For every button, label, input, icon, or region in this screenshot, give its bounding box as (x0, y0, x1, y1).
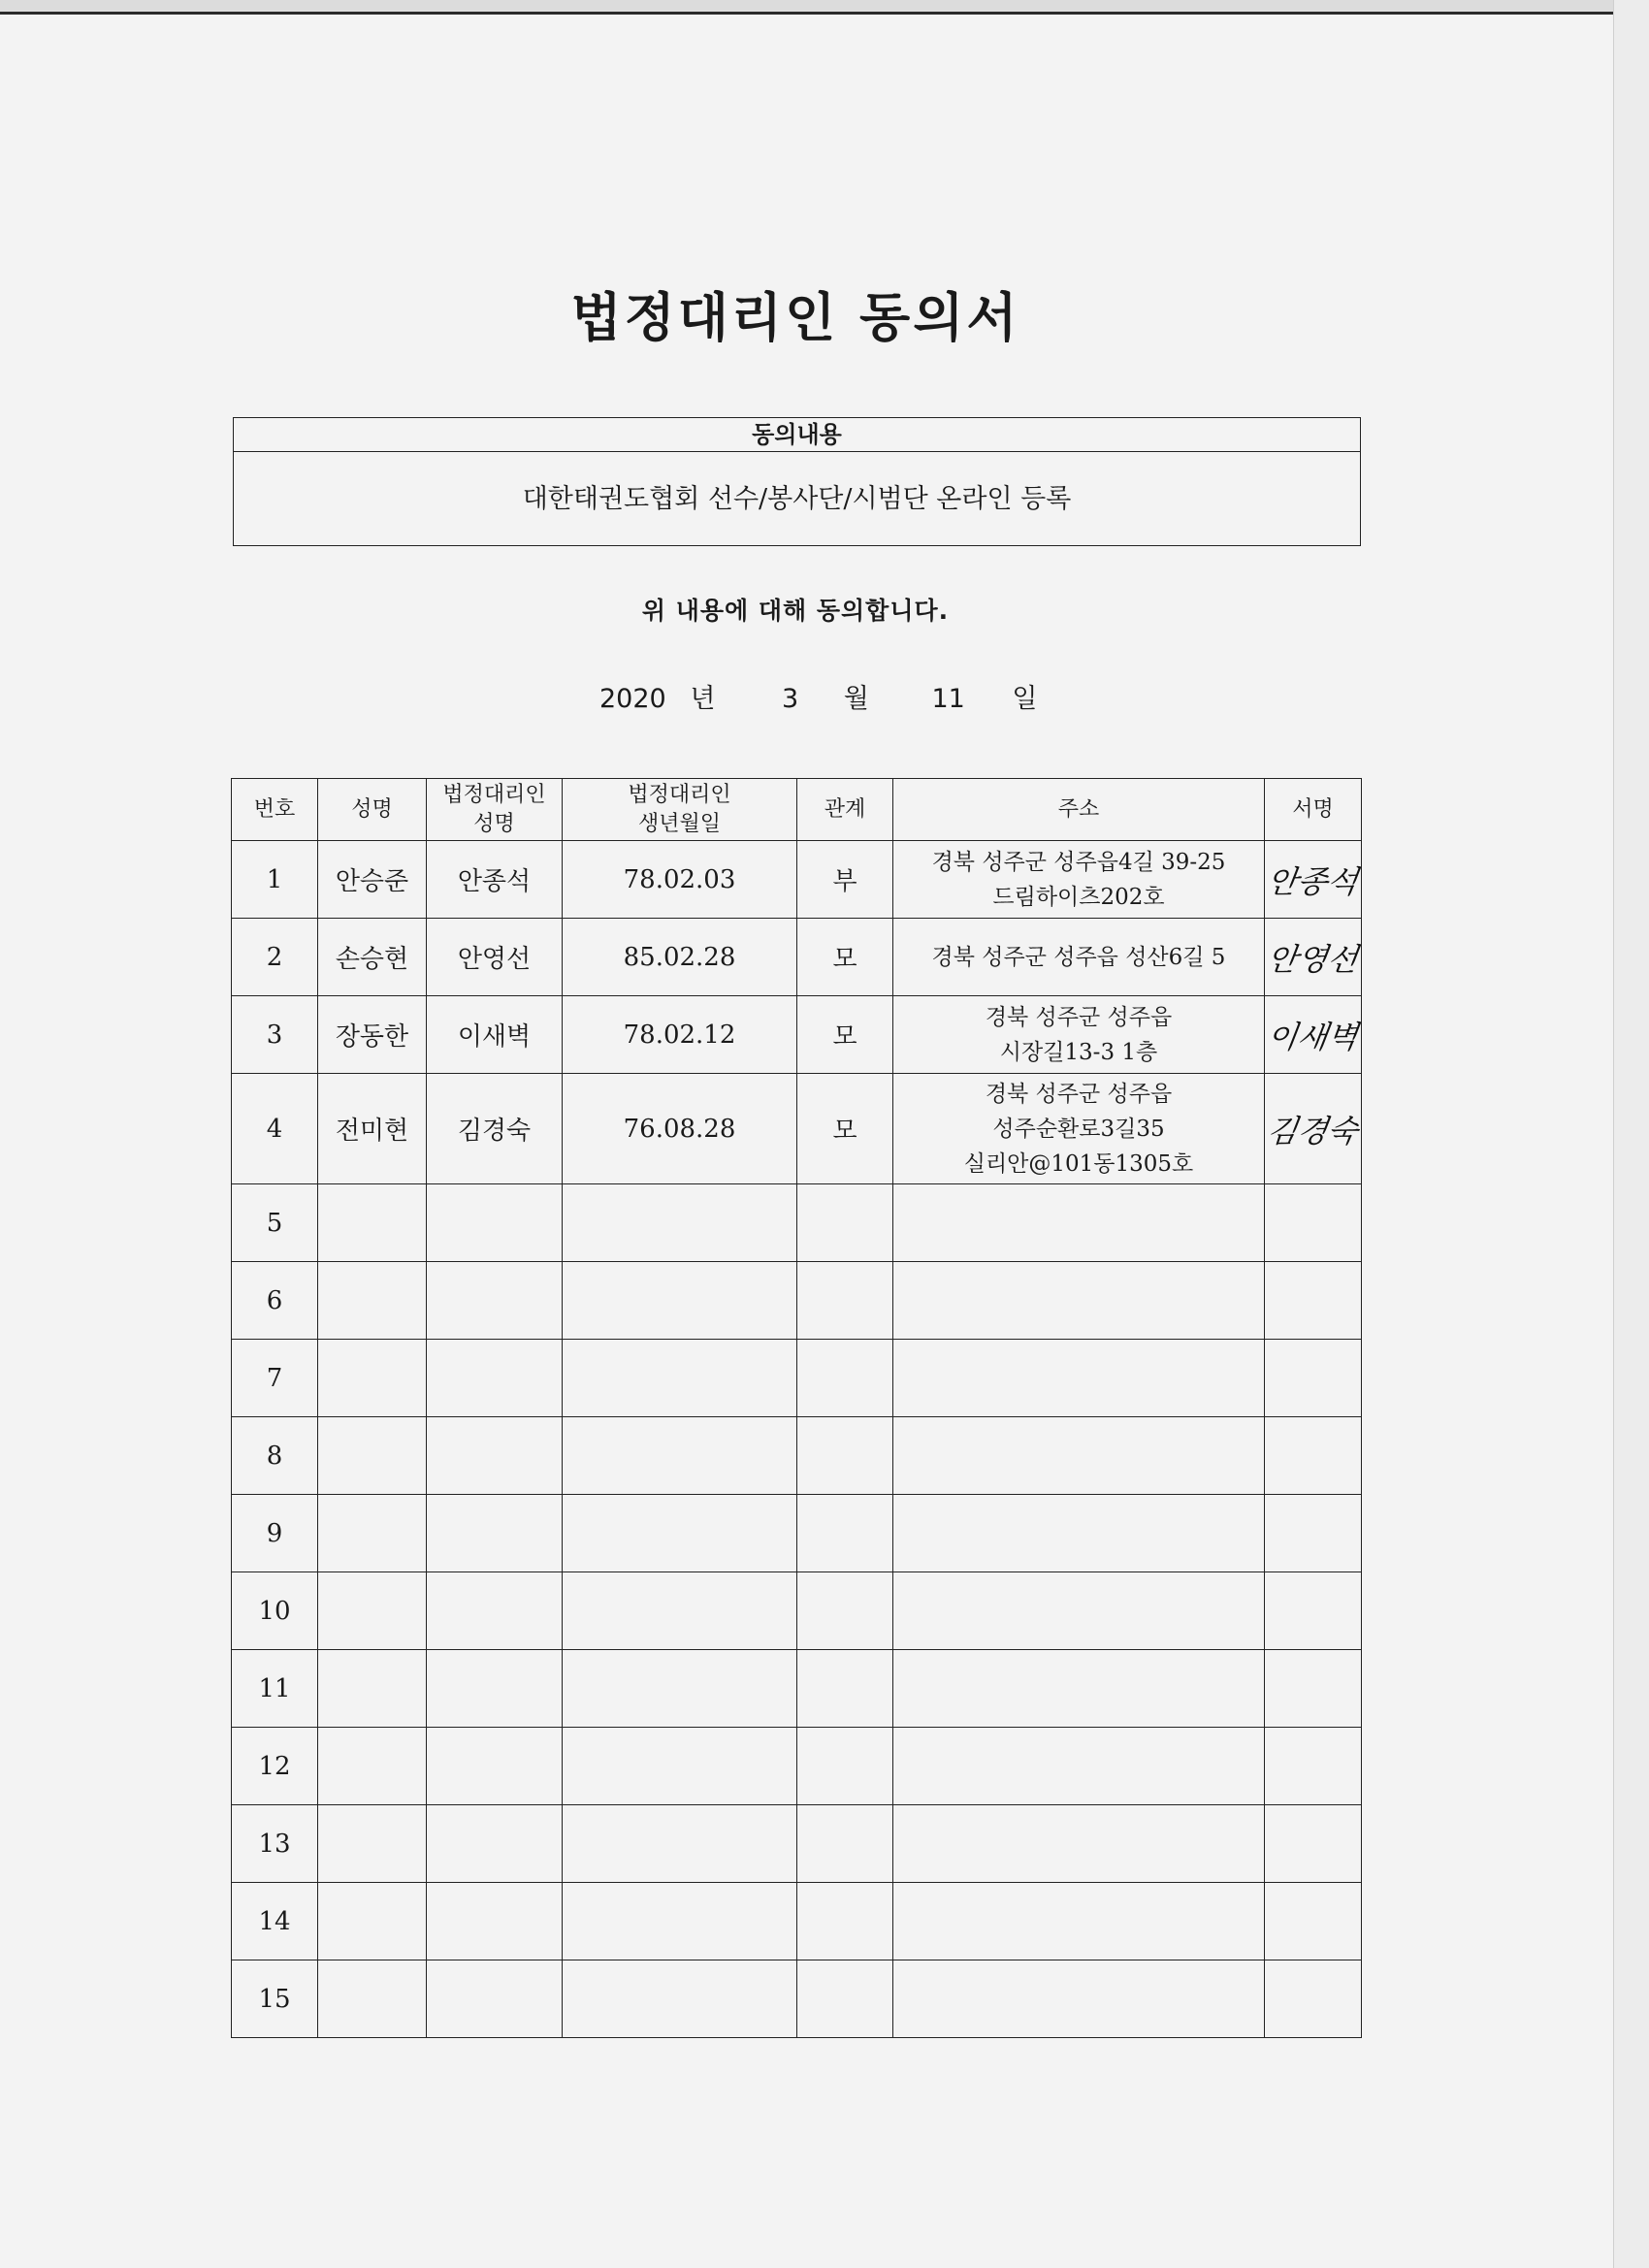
consent-body: 대한태권도협회 선수/봉사단/시범단 온라인 등록 (522, 484, 1072, 514)
cell-name (318, 1184, 427, 1262)
date-day: 11 (931, 684, 965, 714)
cell-relation: 모 (797, 996, 893, 1074)
cell-address (893, 1572, 1265, 1650)
cell-guardian-birth: 76.08.28 (563, 1074, 797, 1184)
cell-address (893, 1650, 1265, 1728)
handwritten-signature: 안종석 (1265, 862, 1361, 900)
address-line: 실리안@101동1305호 (963, 1150, 1194, 1177)
date-month-unit: 월 (843, 684, 869, 714)
cell-address (893, 1074, 1265, 1184)
cell-name: 전미현 (318, 1074, 427, 1184)
cell-signature (1265, 1340, 1362, 1417)
cell-no: 8 (232, 1417, 318, 1495)
cell-guardian-birth: 78.02.12 (563, 996, 797, 1074)
cell-guardian-name (427, 1495, 563, 1572)
cell-no: 13 (232, 1805, 318, 1883)
cell-guardian-name: 이새벽 (427, 996, 563, 1074)
scan-edge-top (0, 0, 1649, 15)
cell-guardian-name (427, 1960, 563, 2038)
cell-relation: 부 (797, 841, 893, 919)
cell-guardian-birth (563, 1340, 797, 1417)
cell-address (893, 919, 1265, 996)
cell-address (893, 1883, 1265, 1960)
table-row (232, 1883, 1362, 1960)
cell-address (893, 996, 1265, 1074)
cell-guardian-name (427, 1805, 563, 1883)
cell-relation (797, 1417, 893, 1495)
cell-relation: 모 (797, 919, 893, 996)
cell-address (893, 1262, 1265, 1340)
cell-signature (1265, 1883, 1362, 1960)
cell-guardian-birth (563, 1184, 797, 1262)
cell-name (318, 1417, 427, 1495)
cell-guardian-name (427, 1262, 563, 1340)
cell-relation (797, 1650, 893, 1728)
scan-edge-right (1613, 0, 1649, 2268)
cell-no: 9 (232, 1495, 318, 1572)
table-row (232, 996, 1362, 1074)
table-row (232, 1650, 1362, 1728)
signing-date (599, 677, 1038, 715)
handwritten-signature: 이새벽 (1265, 1018, 1361, 1055)
cell-name: 손승현 (318, 919, 427, 996)
cell-address (893, 1417, 1265, 1495)
cell-guardian-birth: 78.02.03 (563, 841, 797, 919)
cell-name (318, 1340, 427, 1417)
header-signature: 서명 (1265, 779, 1362, 841)
consent-header: 동의내용 (234, 418, 1360, 452)
cell-name: 장동한 (318, 996, 427, 1074)
cell-address (893, 1495, 1265, 1572)
address-line: 성주순환로3길35 (992, 1116, 1165, 1142)
date-year: 2020 (599, 684, 666, 714)
cell-guardian-birth (563, 1728, 797, 1805)
cell-signature (1265, 1417, 1362, 1495)
cell-guardian-name (427, 1184, 563, 1262)
cell-name (318, 1572, 427, 1650)
date-month: 3 (782, 684, 799, 714)
table-body (232, 841, 1362, 2038)
cell-signature (1265, 841, 1362, 919)
cell-guardian-birth (563, 1960, 797, 2038)
cell-guardian-name (427, 1572, 563, 1650)
cell-guardian-name (427, 1417, 563, 1495)
cell-guardian-name (427, 1340, 563, 1417)
cell-name (318, 1805, 427, 1883)
header-no: 번호 (232, 779, 318, 841)
cell-signature (1265, 1805, 1362, 1883)
cell-no: 12 (232, 1728, 318, 1805)
cell-no: 2 (232, 919, 318, 996)
cell-relation (797, 1262, 893, 1340)
header-address: 주소 (893, 779, 1265, 841)
cell-name (318, 1728, 427, 1805)
cell-relation (797, 1184, 893, 1262)
header-guardian-birth-line1: 법정대리인 (628, 782, 731, 807)
cell-no: 14 (232, 1883, 318, 1960)
cell-no: 4 (232, 1074, 318, 1184)
cell-guardian-birth (563, 1495, 797, 1572)
cell-address (893, 1340, 1265, 1417)
cell-guardian-birth (563, 1883, 797, 1960)
address-line: 경북 성주군 성주읍 (985, 1004, 1173, 1030)
table-row (232, 841, 1362, 919)
header-guardian-birth (563, 779, 797, 841)
table-row (232, 1262, 1362, 1340)
cell-signature (1265, 1572, 1362, 1650)
header-relation: 관계 (797, 779, 893, 841)
address-line: 드림하이츠202호 (992, 884, 1165, 910)
table-row (232, 1417, 1362, 1495)
cell-guardian-birth (563, 1572, 797, 1650)
cell-guardian-birth (563, 1650, 797, 1728)
cell-guardian-birth (563, 1262, 797, 1340)
cell-relation (797, 1805, 893, 1883)
cell-signature (1265, 1184, 1362, 1262)
address-line: 경북 성주군 성주읍 성산6길 5 (931, 944, 1226, 970)
cell-address (893, 1184, 1265, 1262)
table-row (232, 1572, 1362, 1650)
table-row (232, 1728, 1362, 1805)
cell-name (318, 1495, 427, 1572)
cell-name: 안승준 (318, 841, 427, 919)
cell-address (893, 841, 1265, 919)
cell-signature (1265, 1495, 1362, 1572)
date-day-unit: 일 (1012, 684, 1038, 714)
cell-signature (1265, 1262, 1362, 1340)
cell-relation (797, 1883, 893, 1960)
header-guardian-name-line1: 법정대리인 (442, 782, 546, 807)
cell-name (318, 1650, 427, 1728)
header-guardian-birth-line2: 생년월일 (637, 811, 721, 836)
cell-address (893, 1805, 1265, 1883)
cell-no: 7 (232, 1340, 318, 1417)
handwritten-signature: 안영선 (1265, 940, 1361, 978)
table-row (232, 919, 1362, 996)
cell-no: 11 (232, 1650, 318, 1728)
cell-signature (1265, 1074, 1362, 1184)
cell-no: 3 (232, 996, 318, 1074)
cell-name (318, 1883, 427, 1960)
date-year-unit: 년 (690, 684, 716, 714)
cell-name (318, 1960, 427, 2038)
table-row (232, 1960, 1362, 2038)
cell-no: 15 (232, 1960, 318, 2038)
cell-guardian-birth (563, 1805, 797, 1883)
cell-signature (1265, 1650, 1362, 1728)
cell-guardian-name (427, 1883, 563, 1960)
table-row (232, 1495, 1362, 1572)
table-row (232, 1805, 1362, 1883)
cell-guardian-birth: 85.02.28 (563, 919, 797, 996)
guardian-table (231, 778, 1362, 2038)
cell-signature (1265, 919, 1362, 996)
cell-no: 1 (232, 841, 318, 919)
cell-relation (797, 1495, 893, 1572)
address-line: 경북 성주군 성주읍4길 39-25 (931, 849, 1226, 875)
consent-box (233, 417, 1361, 546)
cell-address (893, 1960, 1265, 2038)
cell-guardian-birth (563, 1417, 797, 1495)
cell-signature (1265, 1960, 1362, 2038)
cell-relation (797, 1728, 893, 1805)
address-line: 경북 성주군 성주읍 (985, 1081, 1173, 1107)
cell-no: 6 (232, 1262, 318, 1340)
address-line: 시장길13-3 1층 (999, 1039, 1158, 1065)
cell-relation (797, 1340, 893, 1417)
table-header-row (232, 779, 1362, 841)
table-row (232, 1074, 1362, 1184)
agree-statement: 위 내용에 대해 동의합니다. (641, 597, 950, 625)
header-guardian-name-line2: 성명 (473, 811, 515, 836)
cell-guardian-name: 김경숙 (427, 1074, 563, 1184)
cell-guardian-name (427, 1728, 563, 1805)
cell-guardian-name (427, 1650, 563, 1728)
cell-no: 5 (232, 1184, 318, 1262)
cell-no: 10 (232, 1572, 318, 1650)
header-name: 성명 (318, 779, 427, 841)
cell-address (893, 1728, 1265, 1805)
cell-name (318, 1262, 427, 1340)
cell-guardian-name: 안영선 (427, 919, 563, 996)
table-row (232, 1340, 1362, 1417)
header-guardian-name (427, 779, 563, 841)
handwritten-signature: 김경숙 (1265, 1112, 1361, 1150)
cell-signature (1265, 996, 1362, 1074)
cell-signature (1265, 1728, 1362, 1805)
cell-relation: 모 (797, 1074, 893, 1184)
document-title: 법정대리인 동의서 (570, 287, 1020, 348)
cell-guardian-name: 안종석 (427, 841, 563, 919)
cell-relation (797, 1572, 893, 1650)
cell-relation (797, 1960, 893, 2038)
table-row (232, 1184, 1362, 1262)
